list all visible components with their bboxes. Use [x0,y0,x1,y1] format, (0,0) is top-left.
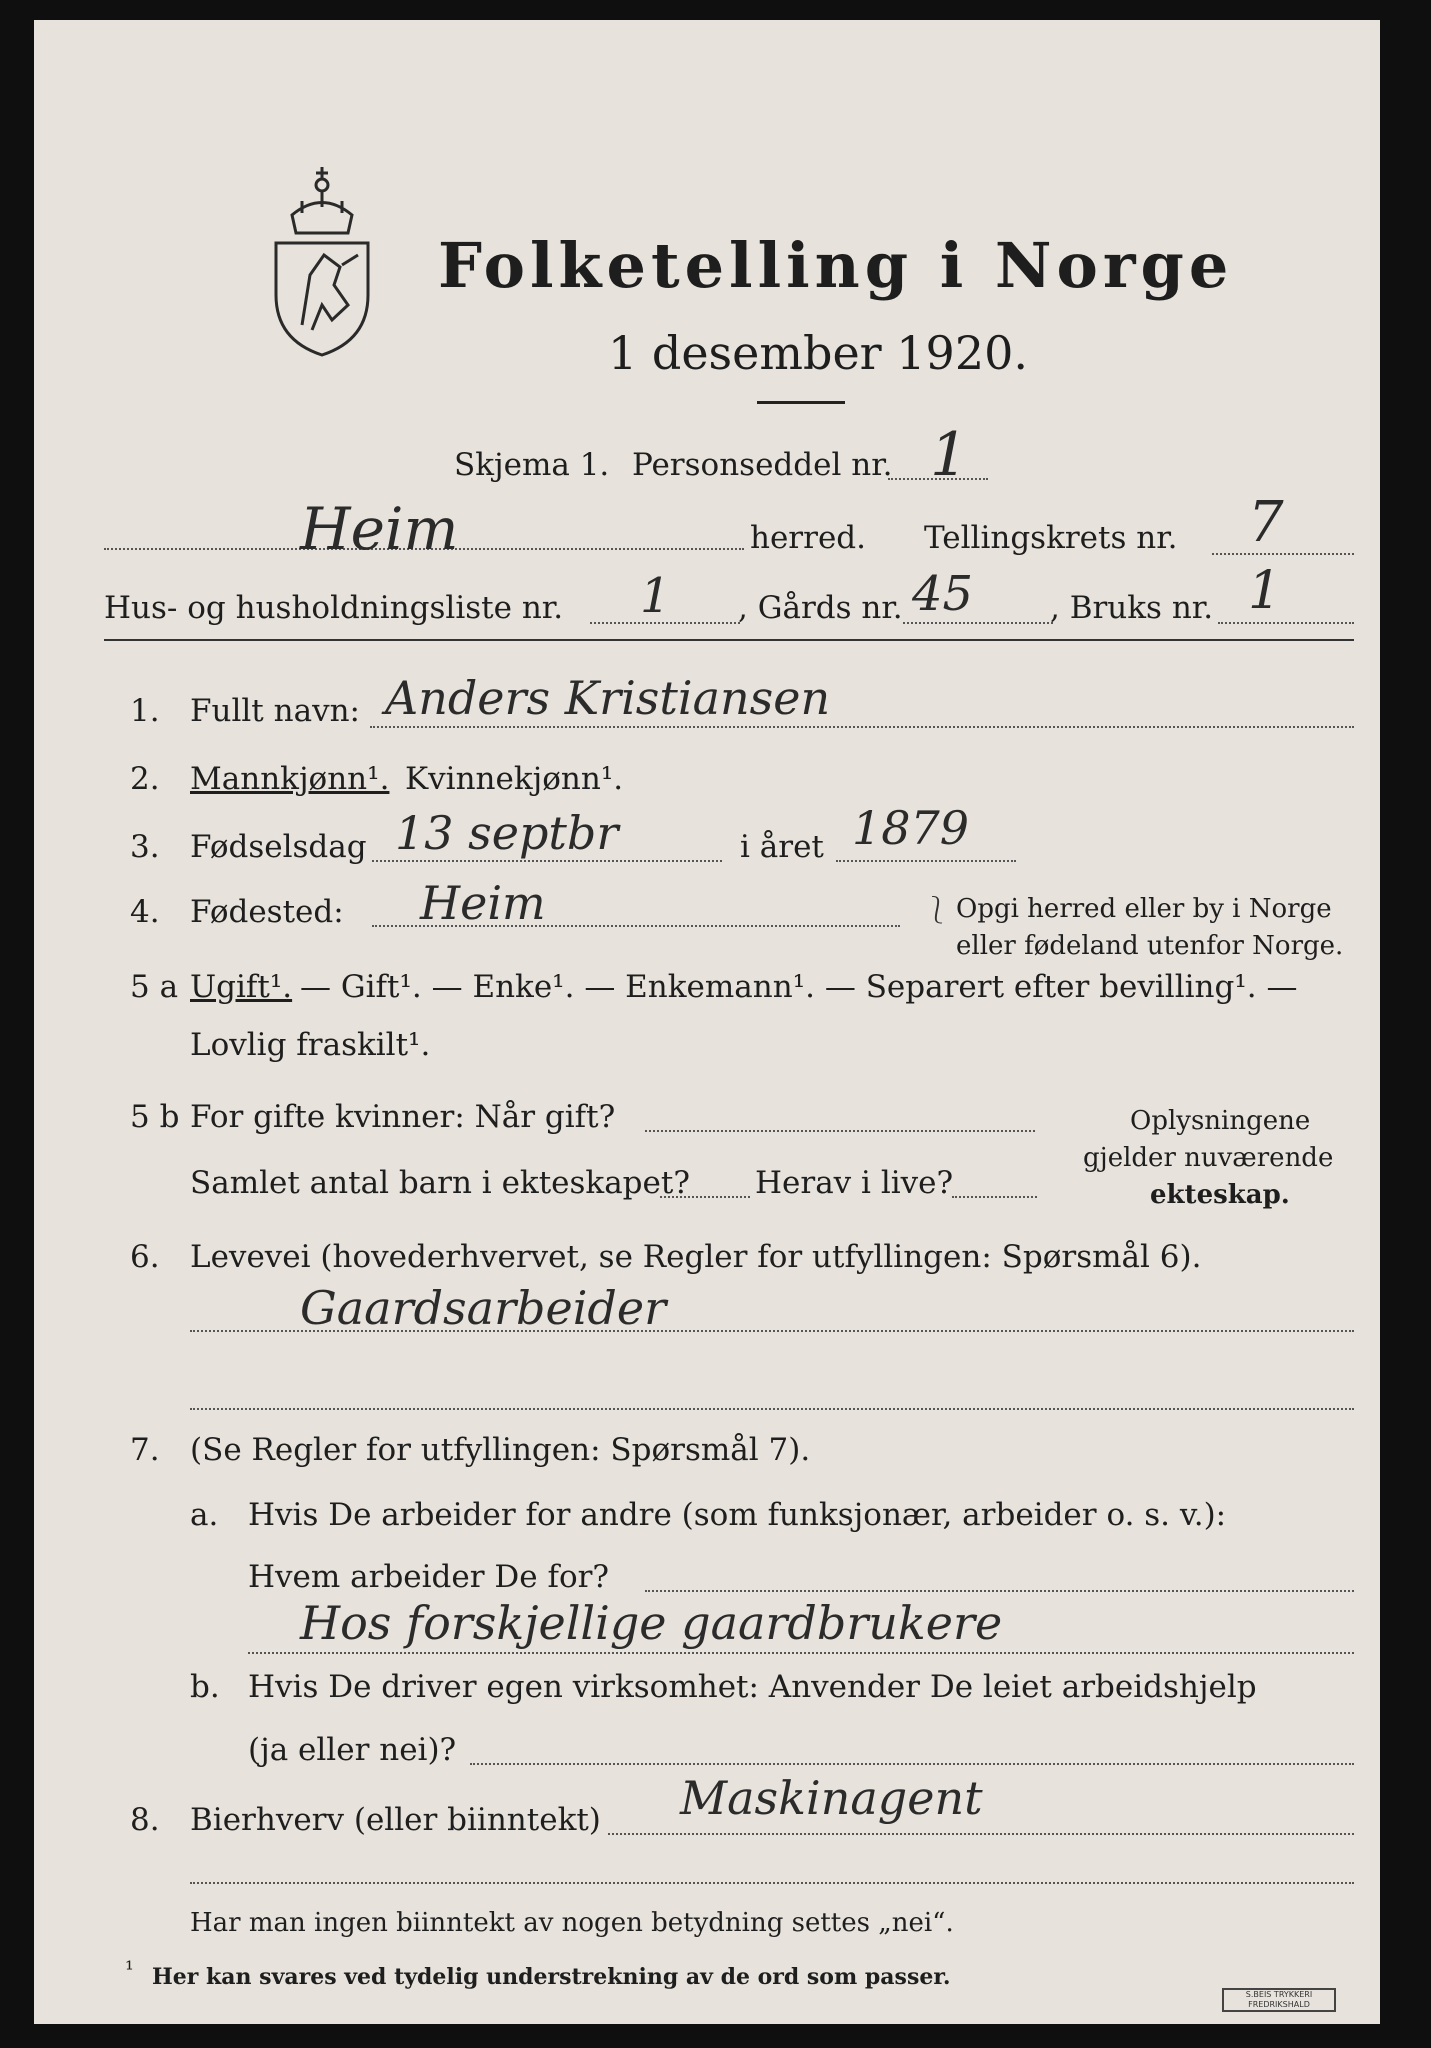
divorced-option: Lovlig fraskilt¹. [190,1027,431,1063]
herred-label: herred. [750,520,866,556]
q1-label: Fullt navn: [190,693,360,729]
q2-number: 2. [130,761,160,797]
birth-year-value: 1879 [852,801,970,855]
tellingskrets-label: Tellingskrets nr. [924,520,1178,556]
occupation-line-1 [190,1330,1354,1332]
census-date: 1 desember 1920. [608,326,1028,380]
q7-label: (Se Regler for utfyllingen: Spørsmål 7). [190,1432,811,1468]
section-divider [104,639,1354,641]
side-income-value: Maskinagent [680,1771,983,1825]
bruks-line [1218,622,1354,624]
male-option: Mannkjønn¹. [190,761,390,797]
year-label: i året [740,829,824,865]
year-line [836,860,1016,862]
q7-number: 7. [130,1432,160,1468]
bruks-label: , Bruks nr. [1050,590,1214,626]
form-title: Folketelling i Norge [438,229,1234,302]
birthday-value: 13 septbr [395,806,619,860]
married-when-line [645,1130,1035,1132]
census-form-paper [34,20,1380,2024]
side-income-line-1 [608,1833,1354,1835]
skjema-label: Skjema 1. [454,447,610,483]
female-option: Kvinnekjønn¹. [405,761,624,797]
marital-options: — Gift¹. — Enke¹. — Enkemann¹. — Separert efter bevilling¹. — [300,969,1298,1005]
q7a-number: a. [190,1497,219,1533]
hired-help-label: (ja eller nei)? [248,1732,457,1768]
employer-line-2 [248,1652,1354,1654]
marriage-note-1: Oplysningene [1130,1106,1311,1136]
no-income-note: Har man ingen biinntekt av nogen betydning settes „nei“. [190,1908,954,1938]
gards-label: , Gårds nr. [738,590,903,626]
gards-value: 45 [912,566,974,622]
employer-line-1 [645,1590,1354,1592]
birthplace-note-1: Opgi herred eller by i Norge [956,894,1332,924]
q7b-text: Hvis De driver egen virksomhet: Anvender De leiet arbeidshjelp [248,1669,1257,1705]
q1-number: 1. [130,693,160,729]
marriage-note-2: gjelder nuværende [1083,1143,1334,1173]
married-when-label: For gifte kvinner: Når gift? [190,1099,616,1135]
q8-number: 8. [130,1802,160,1838]
coat-of-arms-icon [262,155,382,360]
side-income-line-2 [190,1882,1354,1884]
footnote-mark: ¹ [125,1958,134,1983]
title-rule [757,401,845,404]
employer-value: Hos forskjellige gaardbrukere [300,1596,1003,1650]
birthday-line [372,860,722,862]
q6-number: 6. [130,1239,160,1275]
birthplace-value: Heim [420,876,546,930]
footnote-text: Her kan svares ved tydelig understrekning av de ord som passer. [152,1964,951,1990]
herred-value: Heim [300,495,459,563]
q7b-number: b. [190,1669,220,1705]
birthday-label: Fødselsdag [190,829,367,865]
occupation-label: Levevei (hovederhvervet, se Regler for utfyllingen: Spørsmål 6). [190,1239,1202,1275]
birthplace-label: Fødested: [190,894,344,930]
husholdningsliste-value: 1 [640,568,671,624]
q4-number: 4. [130,894,160,930]
marriage-note-3: ekteskap. [1150,1180,1290,1210]
side-income-label: Bierhverv (eller biinntekt) [190,1802,601,1838]
husholdningsliste-label: Hus- og husholdningsliste nr. [104,590,564,626]
occupation-value: Gaardsarbeider [300,1281,667,1335]
children-line [660,1196,750,1198]
q5a-number: 5 a [130,969,179,1005]
bruks-value: 1 [1248,561,1282,621]
children-label: Samlet antal barn i ekteskapet? [190,1165,690,1201]
tellingskrets-value: 7 [1248,490,1284,555]
unmarried-option: Ugift¹. [190,969,293,1005]
q5b-number: 5 b [130,1099,180,1135]
q7a-text: Hvis De arbeider for andre (som funksjonær, arbeider o. s. v.): [248,1497,1227,1533]
q1-line [370,726,1354,728]
personseddel-label: Personseddel nr. [632,447,893,483]
employer-label: Hvem arbeider De for? [248,1559,610,1595]
birthplace-note-2: eller fødeland utenfor Norge. [956,931,1344,961]
alive-label: Herav i live? [755,1165,954,1201]
hired-help-line [470,1763,1354,1765]
q3-number: 3. [130,829,160,865]
full-name-value: Anders Kristiansen [385,671,831,725]
personseddel-value: 1 [930,420,969,490]
brace-mark: ⎱ [924,896,951,926]
printer-stamp: S.BEIS TRYKKERI FREDRIKSHALD [1222,1988,1336,2012]
occupation-line-2 [190,1408,1354,1410]
alive-line [952,1196,1037,1198]
gards-line [903,622,1053,624]
